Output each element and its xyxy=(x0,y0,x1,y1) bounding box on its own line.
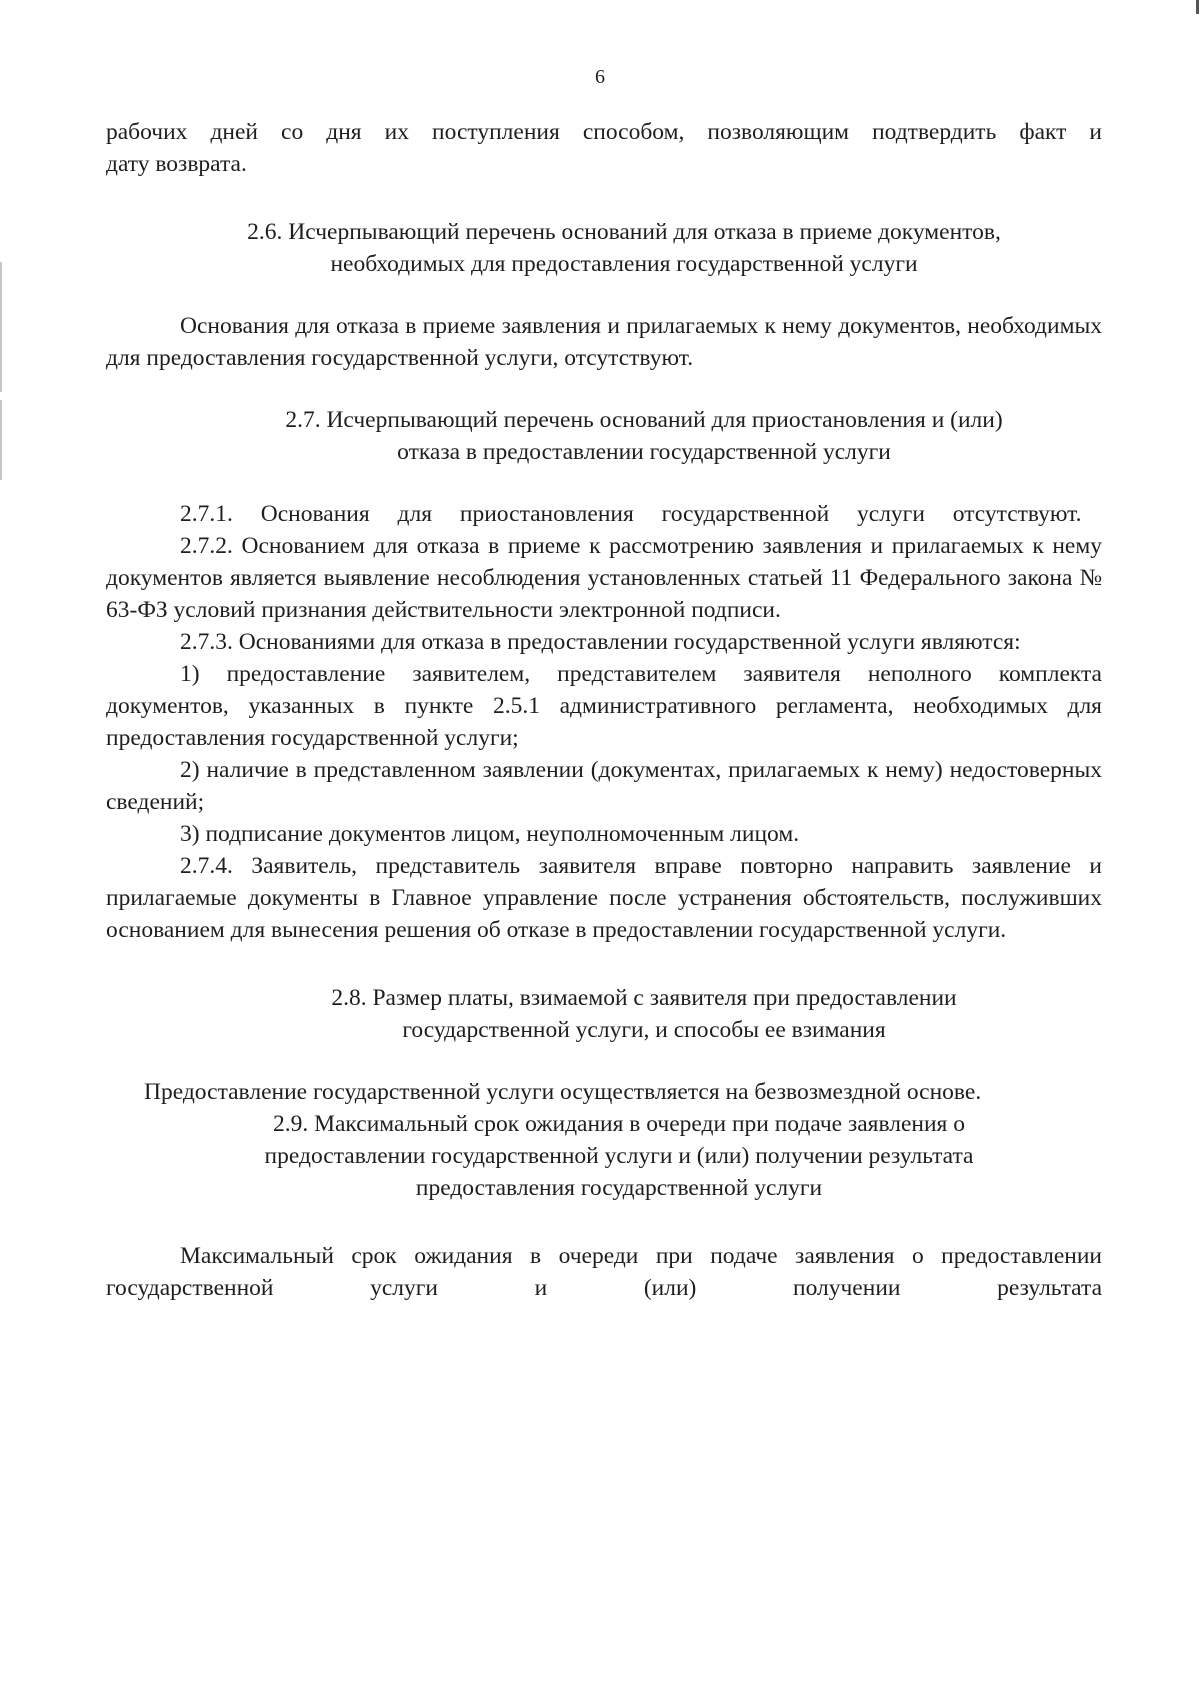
list-item-3: 3) подписание документов лицом, неуполномоченным лицом. xyxy=(180,821,800,847)
heading-line: предоставления государственной услуги xyxy=(415,1175,823,1201)
list-item-2: 2) наличие в представленном заявлении (документах, прилагаемых к нему) недостоверных сведений; xyxy=(106,757,1102,815)
heading-line: 2.6. Исчерпывающий перечень оснований для отказа в приеме документов, xyxy=(247,219,1001,245)
scan-edge-mark xyxy=(1196,0,1199,14)
section-2-9-body: Максимальный срок ожидания в очереди при подаче заявления о предоставлении государственной услуги и (или) получении результата xyxy=(106,1243,1102,1301)
section-2-6-heading xyxy=(106,216,1102,280)
section-2-6-body: Основания для отказа в приеме заявления и прилагаемых к нему документов, необходимых для предоставления государственной услуги, отсутствуют. xyxy=(106,313,1102,371)
heading-line: отказа в предоставлении государственной услуги xyxy=(397,439,891,465)
section-2-8-body: Предоставление государственной услуги осуществляется на безвозмездной основе. xyxy=(144,1079,982,1105)
continuation-line-1: рабочих дней со дня их поступления способом, позволяющим подтвердить факт и xyxy=(106,119,1102,145)
scan-edge-mark xyxy=(0,262,2,392)
heading-line: необходимых для предоставления государственной услуги xyxy=(330,251,918,277)
paragraph-2-7-3: 2.7.3. Основаниями для отказа в предоставлении государственной услуги являются: xyxy=(180,629,1021,655)
page-number: 6 xyxy=(595,66,605,88)
heading-line: 2.8. Размер платы, взимаемой с заявителя при предоставлении xyxy=(331,985,957,1011)
section-2-8-heading xyxy=(106,982,1102,1046)
heading-line: предоставлении государственной услуги и (или) получении результата xyxy=(264,1143,974,1169)
paragraph-2-7-1: 2.7.1. Основания для приостановления государственной услуги отсутствуют. xyxy=(180,501,1082,527)
section-2-7-heading xyxy=(106,404,1102,468)
list-item-1: 1) предоставление заявителем, представителем заявителя неполного комплекта документов, указанных в пункте 2.5.1 административного регламента, необходимых для предоставления государственной услуги; xyxy=(106,661,1102,751)
section-2-9-heading xyxy=(106,1108,1102,1204)
paragraph-2-7-2: 2.7.2. Основанием для отказа в приеме к рассмотрению заявления и прилагаемых к нему документов является выявление несоблюдения установленных статьей 11 Федерального закона № 63-ФЗ условий признания действительности электронной подписи. xyxy=(106,533,1102,623)
continuation-line-2: дату возврата. xyxy=(106,151,247,177)
paragraph-2-7-4: 2.7.4. Заявитель, представитель заявителя вправе повторно направить заявление и прилагаемые документы в Главное управление после устранения обстоятельств, послуживших основанием для вынесения решения об отказе в предоставлении государственной услуги. xyxy=(106,853,1102,943)
scan-edge-mark xyxy=(0,400,2,480)
heading-line: 2.9. Максимальный срок ожидания в очереди при подаче заявления о xyxy=(272,1111,965,1137)
heading-line: государственной услуги, и способы ее взимания xyxy=(402,1017,886,1043)
heading-line: 2.7. Исчерпывающий перечень оснований для приостановления и (или) xyxy=(285,407,1003,433)
document-body xyxy=(106,116,1102,1304)
